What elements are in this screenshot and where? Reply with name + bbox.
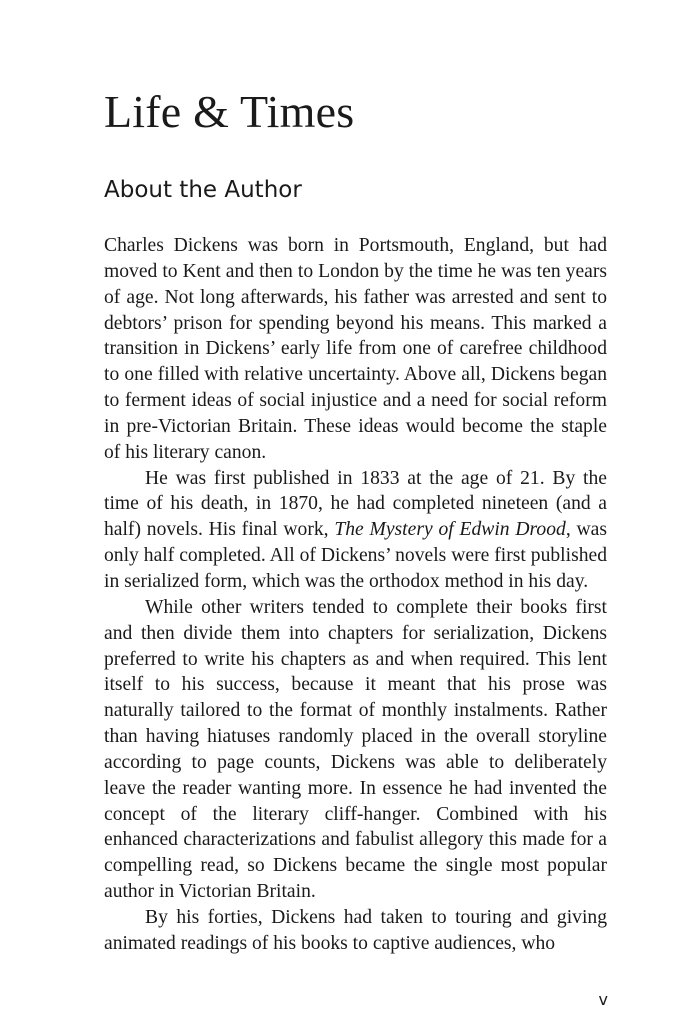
paragraph-4: By his forties, Dickens had taken to touring and giving animated readings of his books to captive audiences, who [104,906,607,954]
paragraph-3: While other writers tended to complete their books first and then divide them into chapters for serialization, Dickens preferred to write his chapters as and when required. This lent itself to his success, because it meant that his prose was naturally tailored to the format of monthly instalments. Rather than having hiatuses randomly placed in the overall storyline according to page counts, Dickens was able to deliberately leave the reader wanting more. In essence he had invented the concept of the literary cliff-hanger. Combined with his enhanced characterizations and fabulist allegory this made for a compelling read, so Dickens became the single most popular author in Victorian Britain. [104,596,607,903]
paragraph-1: Charles Dickens was born in Portsmouth, England, but had moved to Kent and then to London by the time he was ten years of age. Not long afterwards, his father was arrested and sent to debtors’ prison for spending beyond his means. This marked a transition in Dickens’ early life from one of carefree childhood to one filled with relative uncertainty. Above all, Dickens began to ferment ideas of social injustice and a need for social reform in pre-Victorian Britain. These ideas would become the staple of his literary canon. [104,235,607,463]
section-heading: About the Author [104,177,302,203]
page-number: v [598,990,608,1009]
paragraph-2 [104,466,607,595]
book-title-italic: The Mystery of Edwin Drood [334,519,566,541]
page-title: Life & Times [104,86,355,137]
body-text [104,233,607,957]
paragraph-2-text-a: He was first published in 1833 at the age of 21. By the time of his death, in 1870, he had completed nineteen (and a half) novels. His final work, [104,467,607,541]
paragraph-2-text-b: , was only half completed. All of Dickens’ novels were first published in serialized form, which was the orthodox method in his day. [104,519,607,592]
